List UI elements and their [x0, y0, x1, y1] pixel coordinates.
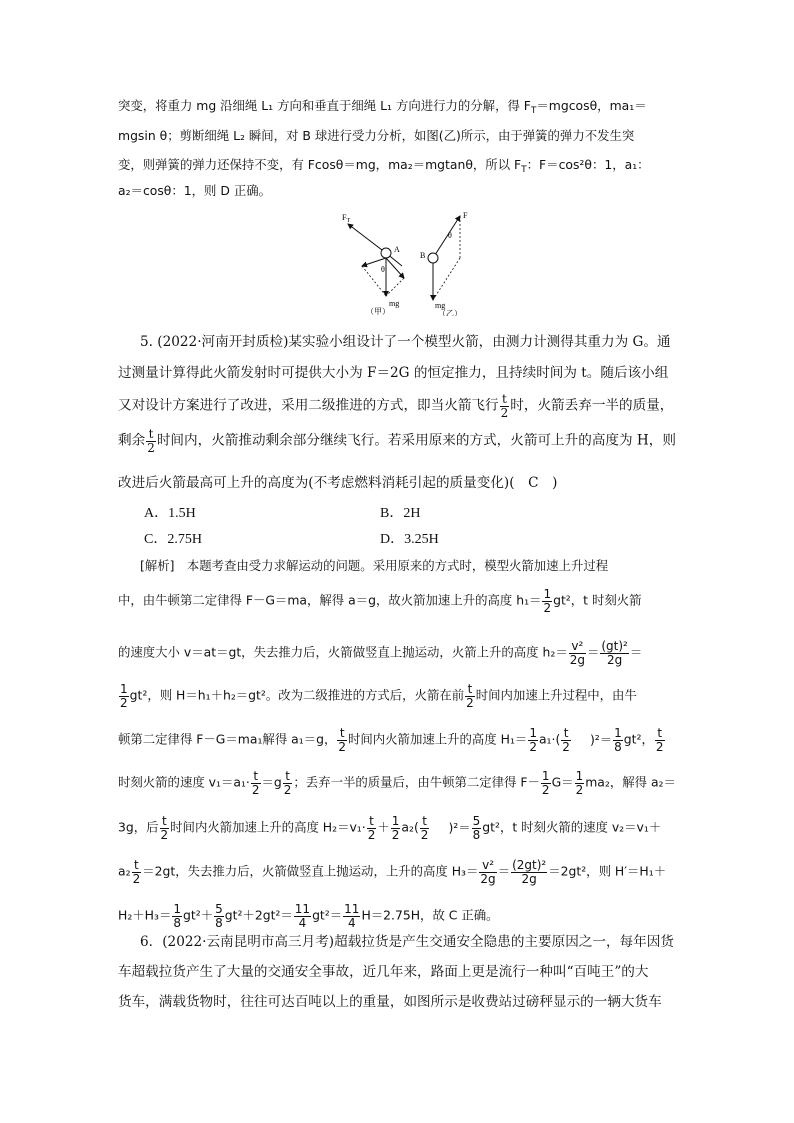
option-c[interactable]: C．2.75H	[144, 532, 202, 547]
solution-line: 顿第二定律得 F－G＝ma₁解得 a₁＝g， $\frac{t}{2}$ 时间内火箭加速上升的高度 H₁＝ $\frac{1}{2}$ a₁·( $\frac{t}{2}$ )²＝ $\frac{1}{8}$ gt²， $\frac{t}{2}$	[118, 726, 664, 754]
diagram-jia	[342, 213, 404, 316]
question-5-line: 5. (2022·河南开封质检)某实验小组设计了一个模型火箭，由测力计测得其重力为 G。通	[140, 334, 671, 350]
diagram-yi	[420, 211, 468, 316]
option-b[interactable]: B．2H	[380, 506, 421, 521]
theta-label: θ	[448, 231, 452, 240]
mg-label: mg	[389, 299, 400, 308]
question-5-line: 又对设计方案进行了改进，采用二级推进的方式，即当火箭飞行 $\frac{t}{2}$ 时，火箭丢弃一半的质量，	[118, 392, 674, 420]
force-diagram	[340, 206, 480, 316]
solution-line: 3g，后 $\frac{t}{2}$ 时间内火箭加速上升的高度 H₂＝v₁· $\frac{t}{2}$ ＋ $\frac{1}{2}$ a₂( $\frac{t}{2}$ )²＝ $\frac{5}{8}$ gt²，t 时刻火箭的速度 v₂＝v₁＋	[118, 814, 662, 842]
mg-label: mg	[435, 301, 446, 310]
text-line: mgsin θ；剪断细绳 L₂ 瞬间，对 B 球进行受力分析，如图(乙)所示，由于弹簧的弹力不发生突	[118, 128, 635, 143]
ft-label: $F_T$	[342, 213, 351, 224]
solution-line: 时刻火箭的速度 v₁＝a₁· $\frac{t}{2}$ ＝g $\frac{t}{2}$ ；丢弃一半的质量后，由牛顿第二定律得 F－ $\frac{1}{2}$ G＝ $\frac{1}{2}$ ma₂，解得 a₂＝	[118, 769, 676, 797]
option-d[interactable]: D．3.25H	[380, 532, 439, 547]
solution-line: 的速度大小 v＝at＝gt，失去推力后，火箭做竖直上抛运动，火箭上升的高度 h₂＝ $\frac{\text{v²}}{2g}$ ＝ $\frac{\text{(gt)²}}{2g}$ ＝	[118, 639, 643, 667]
option-a[interactable]: A．1.5H	[144, 506, 196, 521]
text-line: 变，则弹簧的弹力还保持不变，有 Fcosθ＝mg，ma₂＝mgtanθ，所以 $F_T$：F＝cos²θ：1，a₁：	[118, 157, 650, 175]
question-5-line: 改进后火箭最高可上升的高度为(不考虑燃料消耗引起的质量变化)( C )	[118, 475, 558, 491]
question-5-line: 剩余 $\frac{t}{2}$ 时间内，火箭推动剩余部分继续飞行。若采用原来的方式，火箭可上升的高度为 H，则	[118, 427, 676, 455]
solution-line: 中，由牛顿第二定律得 F－G＝ma，解得 a＝g，故火箭加速上升的高度 h₁＝ $\frac{1}{2}$ gt²，t 时刻火箭	[118, 587, 642, 615]
text-line: a₂＝cosθ：1，则 D 正确。	[118, 183, 272, 198]
a-label: A	[394, 245, 400, 254]
b-label: B	[420, 251, 426, 260]
question-6-line: 车超载拉货产生了大量的交通安全事故，近几年来，路面上更是流行一种叫“百吨王”的大	[118, 964, 649, 980]
solution-line: [解析] 本题考查由受力求解运动的问题。采用原来的方式时，模型火箭加速上升过程	[140, 558, 609, 573]
f-label: F	[463, 211, 468, 220]
jia-label: （甲）	[366, 307, 390, 316]
question-6-line: 6．(2022·云南昆明市高三月考)超载拉货是产生交通安全隐患的主要原因之一，每年因货	[140, 934, 674, 950]
theta-label: θ	[381, 265, 385, 274]
text-line: 突变，将重力 mg 沿细绳 L₁ 方向和垂直于细绳 L₁ 方向进行力的分解，得 $F_T=mgcos\theta$，ma₁＝	[118, 98, 647, 116]
solution-line: H₂＋H₃＝ $\frac{1}{8}$ gt²＋ $\frac{5}{8}$ gt²＋2gt²＝ $\frac{11}{4}$ gt²＝ $\frac{11}{4}$ H＝2.75H，故 C 正确。	[118, 902, 499, 930]
question-5-line: 过测量计算得此火箭发射时可提供大小为 F＝2G 的恒定推力，且持续时间为 t。随后该小组	[118, 365, 669, 381]
solution-line: a₂ $\frac{t}{2}$ ＝2gt，失去推力后，火箭做竖直上抛运动，上升的高度 H₃＝ $\frac{\text{v²}}{2g}$ ＝ $\frac{\text{(2gt)²}}{2g}$ ＝2gt²，则 H′＝H₁＋	[118, 858, 667, 886]
solution-line: $\frac{1}{2}$ gt²，则 H＝h₁＋h₂＝gt²。改为二级推进的方式后，火箭在前 $\frac{t}{2}$ 时间内加速上升过程中，由牛	[120, 682, 637, 710]
question-6-line: 货车，满载货物时，往往可达百吨以上的重量，如图所示是收费站过磅秤显示的一辆大货车	[118, 994, 662, 1010]
yi-label: （乙）	[438, 309, 462, 316]
